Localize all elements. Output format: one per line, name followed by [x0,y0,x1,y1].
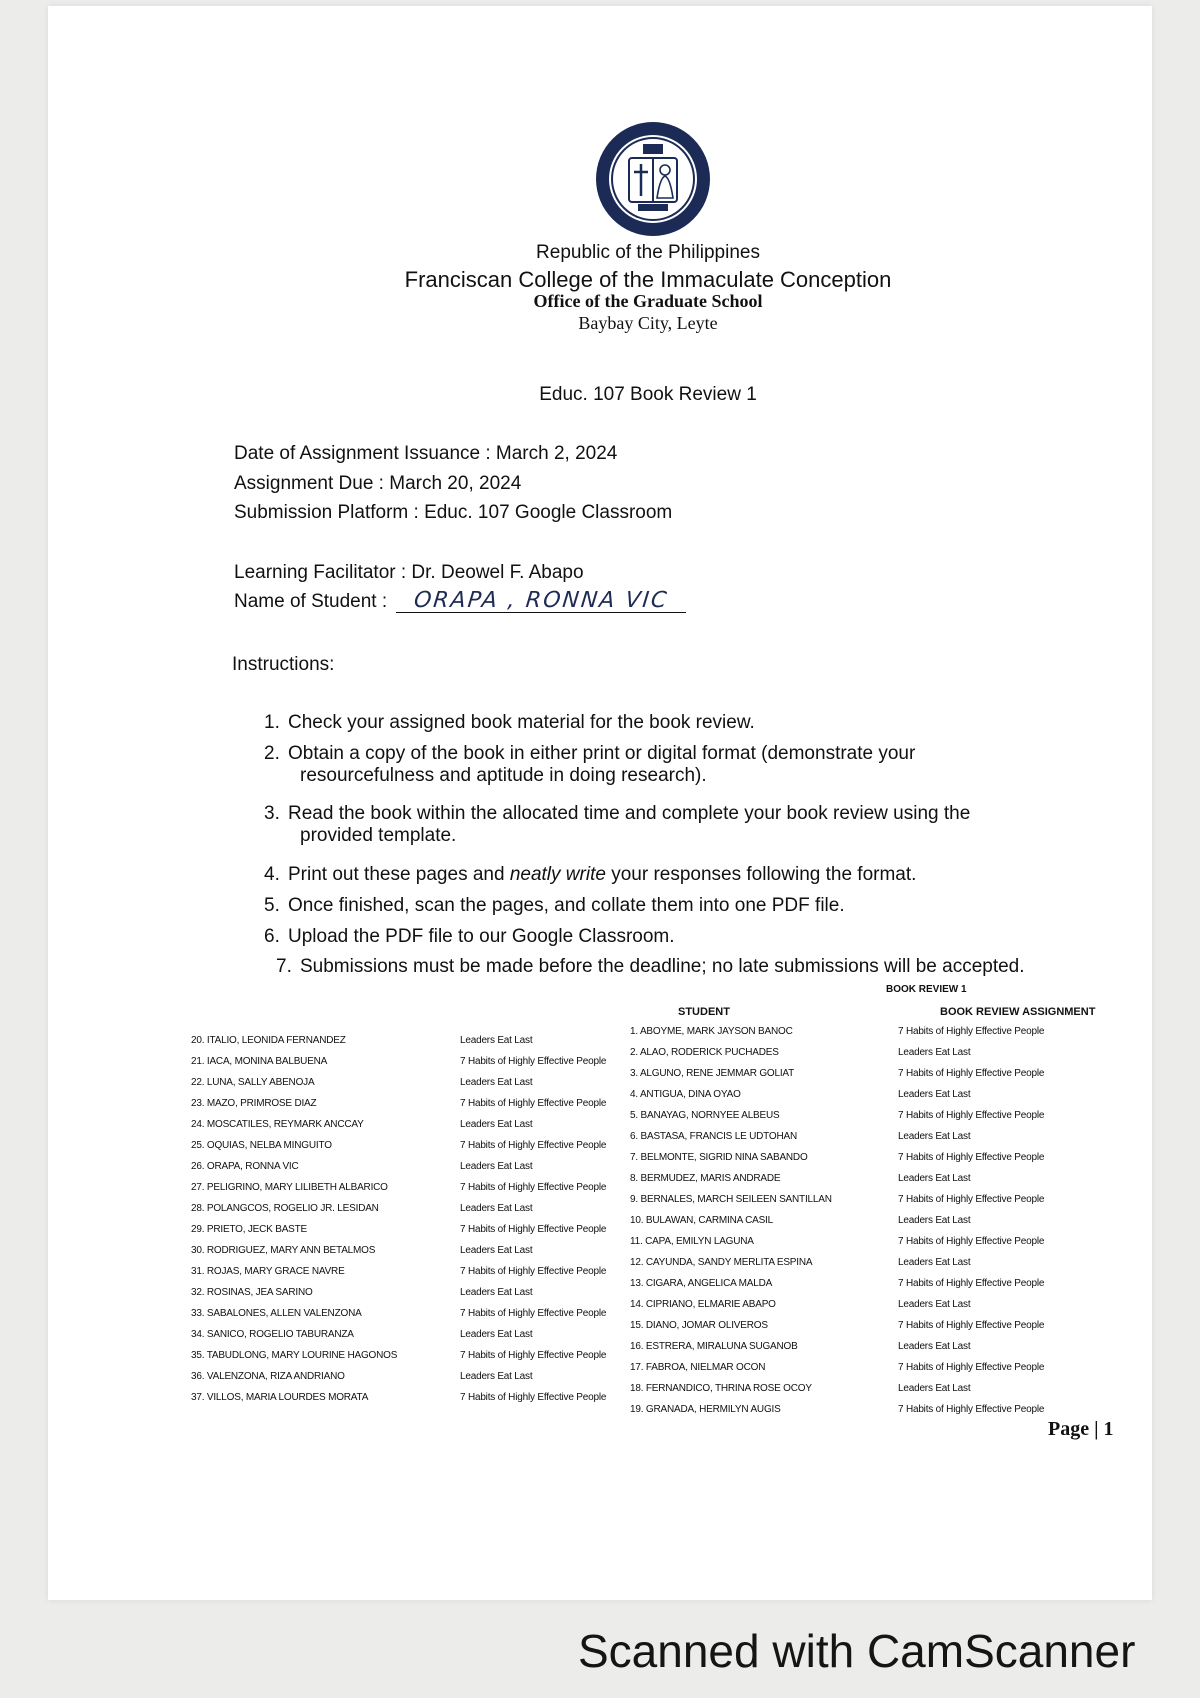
table-cell-book: Leaders Eat Last [898,1299,971,1310]
table-cell-book: Leaders Eat Last [898,1131,971,1142]
instruction-item: 4. Print out these pages and neatly write your responses following the format. [264,864,917,885]
table-cell-book: 7 Habits of Highly Effective People [898,1026,1045,1037]
table-cell-book: Leaders Eat Last [460,1329,533,1340]
student-name-label: Name of Student : [234,591,388,612]
table-cell-book: 7 Habits of Highly Effective People [460,1098,607,1109]
table-cell-book: Leaders Eat Last [460,1077,533,1088]
table-cell-student: 10. BULAWAN, CARMINA CASIL [630,1215,773,1226]
table-cell-book: Leaders Eat Last [460,1035,533,1046]
table-cell-student: 20. ITALIO, LEONIDA FERNANDEZ [191,1035,346,1046]
table-cell-book: Leaders Eat Last [460,1161,533,1172]
table-cell-book: 7 Habits of Highly Effective People [898,1152,1045,1163]
table-cell-student: 11. CAPA, EMILYN LAGUNA [630,1236,754,1247]
table-cell-book: 7 Habits of Highly Effective People [898,1236,1045,1247]
document-title: Educ. 107 Book Review 1 [539,384,757,405]
table-cell-book: Leaders Eat Last [898,1383,971,1394]
table-cell-student: 33. SABALONES, ALLEN VALENZONA [191,1308,362,1319]
table-cell-student: 31. ROJAS, MARY GRACE NAVRE [191,1266,345,1277]
table-cell-book: 7 Habits of Highly Effective People [460,1350,607,1361]
issuance-date: Date of Assignment Issuance : March 2, 2024 [234,443,618,464]
table-cell-student: 12. CAYUNDA, SANDY MERLITA ESPINA [630,1257,813,1268]
instruction-item: 6. Upload the PDF file to our Google Classroom. [264,926,675,947]
student-name-handwriting: ORAPA , RONNA VIC [413,588,671,613]
table-cell-book: Leaders Eat Last [898,1089,971,1100]
table-cell-student: 25. OQUIAS, NELBA MINGUITO [191,1140,332,1151]
table-cell-book: 7 Habits of Highly Effective People [460,1140,607,1151]
table-cell-book: 7 Habits of Highly Effective People [898,1362,1045,1373]
table-cell-student: 6. BASTASA, FRANCIS LE UDTOHAN [630,1131,798,1142]
table-cell-book: 7 Habits of Highly Effective People [898,1404,1045,1415]
table-cell-book: Leaders Eat Last [898,1341,971,1352]
instruction-item: 3. Read the book within the allocated time and complete your book review using the provided template. [264,803,971,846]
table-cell-student: 32. ROSINAS, JEA SARINO [191,1287,313,1298]
table-cell-book: Leaders Eat Last [460,1287,533,1298]
table-cell-student: 18. FERNANDICO, THRINA ROSE OCOY [630,1383,812,1394]
table-cell-student: 26. ORAPA, RONNA VIC [191,1161,299,1172]
table-cell-student: 35. TABUDLONG, MARY LOURINE HAGONOS [191,1350,398,1361]
table-cell-book: Leaders Eat Last [898,1257,971,1268]
table-cell-book: 7 Habits of Highly Effective People [460,1392,607,1403]
table-cell-student: 5. BANAYAG, NORNYEE ALBEUS [630,1110,780,1121]
table-cell-book: Leaders Eat Last [898,1215,971,1226]
camscanner-watermark: Scanned with CamScanner [578,1625,1136,1677]
table-caption: BOOK REVIEW 1 [886,984,967,995]
table-cell-book: Leaders Eat Last [460,1119,533,1130]
table-cell-book: Leaders Eat Last [460,1245,533,1256]
table-cell-student: 16. ESTRERA, MIRALUNA SUGANOB [630,1341,798,1352]
table-cell-student: 15. DIANO, JOMAR OLIVEROS [630,1320,768,1331]
table-cell-book: 7 Habits of Highly Effective People [898,1110,1045,1121]
table-cell-student: 8. BERMUDEZ, MARIS ANDRADE [630,1173,781,1184]
instruction-item: 7. Submissions must be made before the deadline; no late submissions will be accepted. [276,956,1025,977]
college-seal-logo [594,120,712,238]
table-cell-student: 24. MOSCATILES, REYMARK ANCCAY [191,1119,364,1130]
table-cell-book: 7 Habits of Highly Effective People [460,1182,607,1193]
learning-facilitator: Learning Facilitator : Dr. Deowel F. Abapo [234,562,584,583]
table-cell-student: 3. ALGUNO, RENE JEMMAR GOLIAT [630,1068,795,1079]
table-cell-student: 17. FABROA, NIELMAR OCON [630,1362,766,1373]
student-name-row [234,588,686,613]
table-cell-book: 7 Habits of Highly Effective People [898,1194,1045,1205]
table-cell-student: 22. LUNA, SALLY ABENOJA [191,1077,315,1088]
header-republic: Republic of the Philippines [536,242,760,263]
table-cell-student: 27. PELIGRINO, MARY LILIBETH ALBARICO [191,1182,388,1193]
table-cell-student: 29. PRIETO, JECK BASTE [191,1224,308,1235]
table-cell-book: Leaders Eat Last [898,1047,971,1058]
page-number: Page | 1 [1048,1418,1114,1440]
table-cell-student: 36. VALENZONA, RIZA ANDRIANO [191,1371,345,1382]
document-page [48,6,1152,1600]
student-name-line [396,588,686,613]
table-cell-student: 23. MAZO, PRIMROSE DIAZ [191,1098,317,1109]
table-cell-student: 4. ANTIGUA, DINA OYAO [630,1089,741,1100]
instruction-item: 5. Once finished, scan the pages, and collate them into one PDF file. [264,895,845,916]
table-cell-student: 9. BERNALES, MARCH SEILEEN SANTILLAN [630,1194,832,1205]
table-header-assignment: BOOK REVIEW ASSIGNMENT [940,1006,1096,1018]
table-cell-student: 21. IACA, MONINA BALBUENA [191,1056,328,1067]
instructions-heading: Instructions: [232,654,335,675]
instruction-item: 2. Obtain a copy of the book in either print or digital format (demonstrate your resourcefulness and aptitude in doing research). [264,743,916,786]
table-cell-student: 34. SANICO, ROGELIO TABURANZA [191,1329,354,1340]
table-cell-book: 7 Habits of Highly Effective People [898,1320,1045,1331]
header-college-name: Franciscan College of the Immaculate Conception [404,267,892,292]
header-location: Baybay City, Leyte [578,313,718,333]
table-cell-book: 7 Habits of Highly Effective People [460,1266,607,1277]
table-cell-book: 7 Habits of Highly Effective People [898,1068,1045,1079]
table-cell-book: 7 Habits of Highly Effective People [898,1278,1045,1289]
table-cell-student: 30. RODRIGUEZ, MARY ANN BETALMOS [191,1245,376,1256]
table-cell-book: 7 Habits of Highly Effective People [460,1224,607,1235]
table-cell-student: 14. CIPRIANO, ELMARIE ABAPO [630,1299,776,1310]
table-cell-student: 2. ALAO, RODERICK PUCHADES [630,1047,779,1058]
table-cell-student: 13. CIGARA, ANGELICA MALDA [630,1278,773,1289]
table-cell-book: Leaders Eat Last [460,1371,533,1382]
table-cell-student: 19. GRANADA, HERMILYN AUGIS [630,1404,781,1415]
header-office: Office of the Graduate School [533,291,763,311]
table-cell-book: Leaders Eat Last [460,1203,533,1214]
due-date: Assignment Due : March 20, 2024 [234,473,522,494]
table-cell-book: Leaders Eat Last [898,1173,971,1184]
table-header-student: STUDENT [678,1006,730,1018]
table-cell-book: 7 Habits of Highly Effective People [460,1308,607,1319]
table-cell-student: 37. VILLOS, MARIA LOURDES MORATA [191,1392,369,1403]
instruction-item: 1. Check your assigned book material for the book review. [264,712,755,733]
table-cell-student: 28. POLANGCOS, ROGELIO JR. LESIDAN [191,1203,379,1214]
submission-platform: Submission Platform : Educ. 107 Google Classroom [234,502,673,523]
table-cell-book: 7 Habits of Highly Effective People [460,1056,607,1067]
table-cell-student: 1. ABOYME, MARK JAYSON BANOC [630,1026,793,1037]
table-cell-student: 7. BELMONTE, SIGRID NINA SABANDO [630,1152,808,1163]
